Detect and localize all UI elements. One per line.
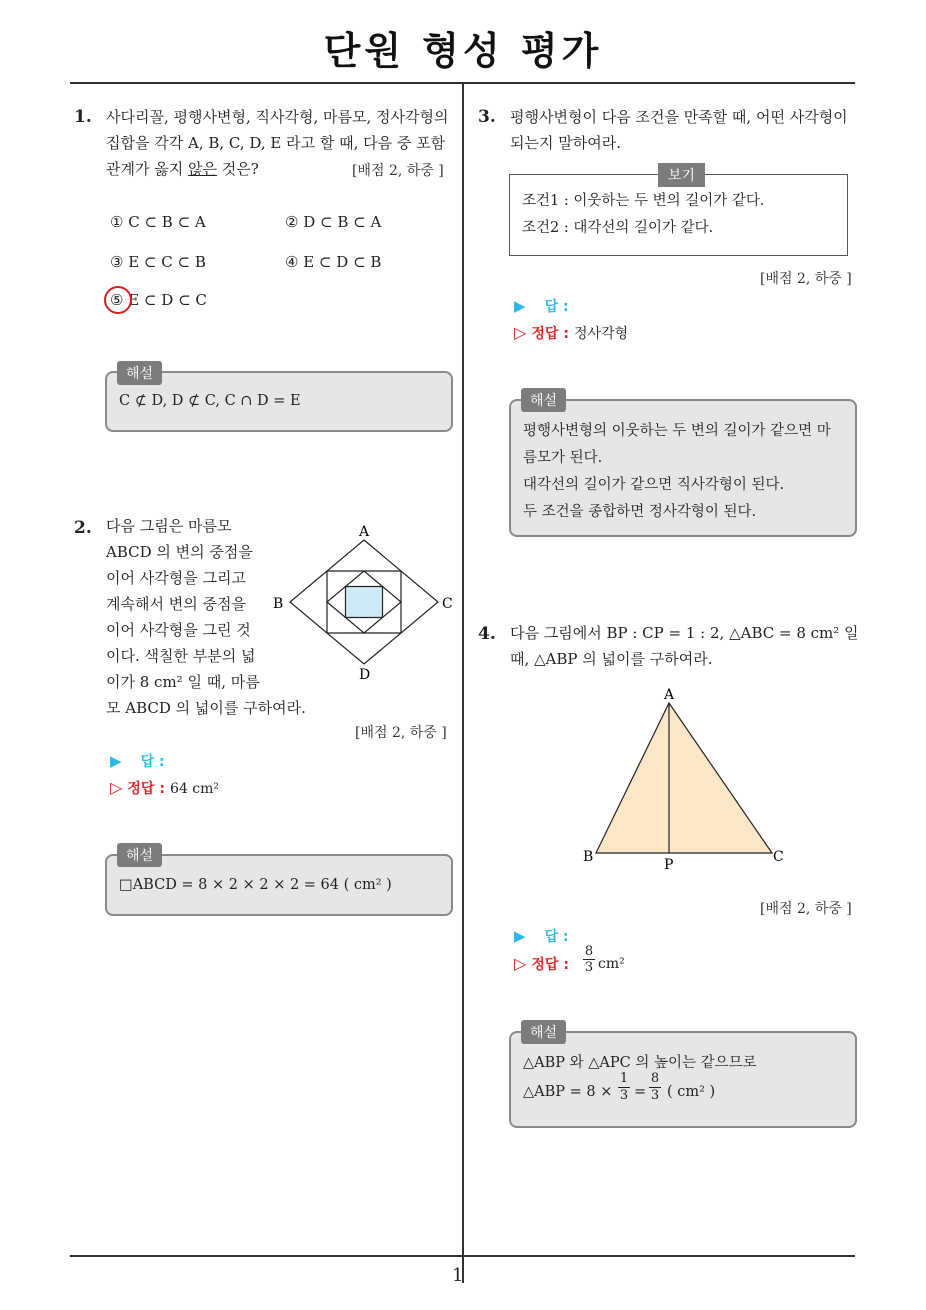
- question-1-line-3a: 관계가 옳지: [106, 160, 188, 178]
- triangle-abc: [596, 703, 772, 853]
- shaded-square: [346, 587, 383, 618]
- figure-label-d: D: [359, 667, 371, 683]
- question-2-line-3: 이어 사각형을 그리고: [106, 569, 246, 587]
- question-3-score: [배점 2, 하중 ]: [760, 271, 852, 287]
- question-1-choice-1[interactable]: ① C ⊂ B ⊂ A: [110, 213, 206, 231]
- solution-equals: =: [634, 1084, 647, 1100]
- question-1-line-3b: 것은?: [216, 160, 259, 178]
- question-3-line-1: 평행사변형이 다음 조건을 만족할 때, 어떤 사각형이: [510, 108, 848, 126]
- question-4-score: [배점 2, 하중 ]: [760, 901, 852, 917]
- question-4-correct-unit: cm²: [598, 956, 625, 972]
- question-3-bogi-tab: 보기: [658, 163, 705, 187]
- fraction-numerator: 1: [619, 1071, 629, 1086]
- answer-label: 답 :: [544, 299, 569, 315]
- figure-label-b: B: [273, 596, 284, 612]
- question-2-solution-text: □ABCD = 8 × 2 × 2 × 2 = 64 ( cm² ): [119, 877, 392, 893]
- question-2-line-7: 이가 8 cm² 일 때, 마름: [106, 673, 260, 691]
- answer-label: 답 :: [544, 929, 569, 945]
- question-4-solution-line-1: △ABP 와 △APC 의 높이는 같으므로: [523, 1055, 757, 1071]
- correct-arrow-icon: ▷: [514, 954, 527, 973]
- question-3-correct-value: 정사각형: [574, 326, 629, 342]
- footer-rule: [70, 1255, 855, 1257]
- question-1-solution-tab: 해설: [117, 361, 162, 385]
- correct-label: 정답 :: [531, 326, 569, 342]
- question-3-correct-row: [514, 323, 628, 343]
- question-3-condition-1: 조건1 : 이웃하는 두 변의 길이가 같다.: [522, 193, 765, 209]
- question-4-number: 4.: [478, 624, 496, 644]
- selected-answer-circle-icon: [104, 286, 132, 314]
- question-1-score: [배점 2, 하중 ]: [352, 163, 444, 179]
- question-2-line-6: 이다. 색칠한 부분의 넓: [106, 647, 256, 665]
- correct-arrow-icon: ▷: [514, 323, 527, 342]
- question-1-choice-5[interactable]: ⑤ E ⊂ D ⊂ C: [110, 291, 207, 309]
- figure-label-c: C: [773, 849, 784, 865]
- solution-fraction-2: [649, 1071, 661, 1104]
- question-3-solution-tab: 해설: [521, 388, 566, 412]
- correct-label: 정답 :: [531, 957, 569, 973]
- question-3-line-2: 되는지 말하여라.: [510, 134, 621, 152]
- figure-label-p: P: [664, 857, 674, 873]
- question-4-solution-box: [509, 1031, 857, 1128]
- fraction-denominator: 3: [650, 1088, 660, 1103]
- question-4-correct-row: [514, 954, 569, 974]
- question-2-rhombus-figure: [270, 520, 460, 685]
- answer-arrow-icon: ▶: [110, 752, 122, 770]
- question-2-line-4: 계속해서 변의 중점을: [106, 595, 246, 613]
- question-1-line-2: 집합을 각각 A, B, C, D, E 라고 할 때, 다음 중 포함: [106, 134, 446, 152]
- question-2-answer-row: [110, 751, 165, 771]
- question-2-correct-value: 64 cm²: [170, 781, 220, 797]
- question-2-line-2: ABCD 의 변의 중점을: [106, 543, 253, 561]
- page-title: 단원 형성 평가: [323, 29, 603, 73]
- correct-arrow-icon: ▷: [110, 778, 123, 797]
- question-4-text: [510, 620, 860, 672]
- question-1-underlined-word: 않은: [188, 160, 217, 178]
- question-2-number: 2.: [74, 518, 92, 538]
- question-3-condition-2: 조건2 : 대각선의 길이가 같다.: [522, 220, 714, 236]
- solution-fraction-1: [618, 1071, 630, 1104]
- question-3-solution-text: [523, 418, 831, 526]
- figure-label-a: A: [664, 687, 675, 703]
- fraction-denominator: 3: [584, 960, 594, 975]
- question-4-line-1: 다음 그림에서 BP : CP = 1 : 2, △ABC = 8 cm² 일: [510, 624, 859, 642]
- question-4-triangle-figure: [580, 683, 790, 873]
- solution-unit: ( cm² ): [667, 1084, 716, 1100]
- question-4-answer-row: [514, 926, 569, 946]
- question-2-line-8: 모 ABCD 의 넓이를 구하여라.: [106, 699, 306, 717]
- fraction-denominator: 3: [619, 1088, 629, 1103]
- column-divider: [462, 83, 464, 1283]
- question-3-solution-box: [509, 399, 857, 537]
- question-3-solution-line-3: 대각선의 길이가 같으면 직사각형이 된다.: [523, 477, 785, 493]
- answer-label: 답 :: [140, 754, 165, 770]
- question-3-solution-line-1: 평행사변형의 이웃하는 두 변의 길이가 같으면 마: [523, 423, 831, 439]
- figure-label-a: A: [359, 524, 370, 540]
- question-4-solution-tab: 해설: [521, 1020, 566, 1044]
- question-3-text: [510, 104, 860, 156]
- page-number: 1: [452, 1265, 464, 1286]
- question-1-solution-text: C ⊄ D, D ⊄ C, C ∩ D = E: [119, 393, 301, 409]
- question-3-solution-line-4: 두 조건을 종합하면 정사각형이 된다.: [523, 504, 757, 520]
- correct-label: 정답 :: [127, 781, 165, 797]
- question-1-line-1: 사다리꼴, 평행사변형, 직사각형, 마름모, 정사각형의: [106, 108, 449, 126]
- figure-label-b: B: [583, 849, 594, 865]
- question-4-correct-fraction: [583, 944, 595, 975]
- question-4-line-2: 때, △ABP 의 넓이를 구하여라.: [510, 650, 713, 668]
- question-1-choice-3[interactable]: ③ E ⊂ C ⊂ B: [110, 253, 206, 271]
- question-3-number: 3.: [478, 107, 496, 127]
- question-2-correct-row: [110, 778, 219, 798]
- fraction-numerator: 8: [584, 944, 594, 959]
- question-2-line-5: 이어 사각형을 그린 것: [106, 621, 251, 639]
- answer-arrow-icon: ▶: [514, 297, 526, 315]
- question-1-choice-4[interactable]: ④ E ⊂ D ⊂ B: [285, 253, 382, 271]
- question-4-solution-line-2: △ABP = 8 ×: [523, 1084, 613, 1100]
- answer-arrow-icon: ▶: [514, 927, 526, 945]
- question-2-line-1: 다음 그림은 마름모: [106, 517, 232, 535]
- question-2-solution-tab: 해설: [117, 843, 162, 867]
- question-1-number: 1.: [74, 107, 92, 127]
- question-2-score: [배점 2, 하중 ]: [355, 725, 447, 741]
- question-3-answer-row: [514, 296, 569, 316]
- fraction-numerator: 8: [650, 1071, 660, 1086]
- figure-label-c: C: [442, 596, 453, 612]
- question-3-solution-line-2: 름모가 된다.: [523, 450, 603, 466]
- question-1-choice-2[interactable]: ② D ⊂ B ⊂ A: [285, 213, 382, 231]
